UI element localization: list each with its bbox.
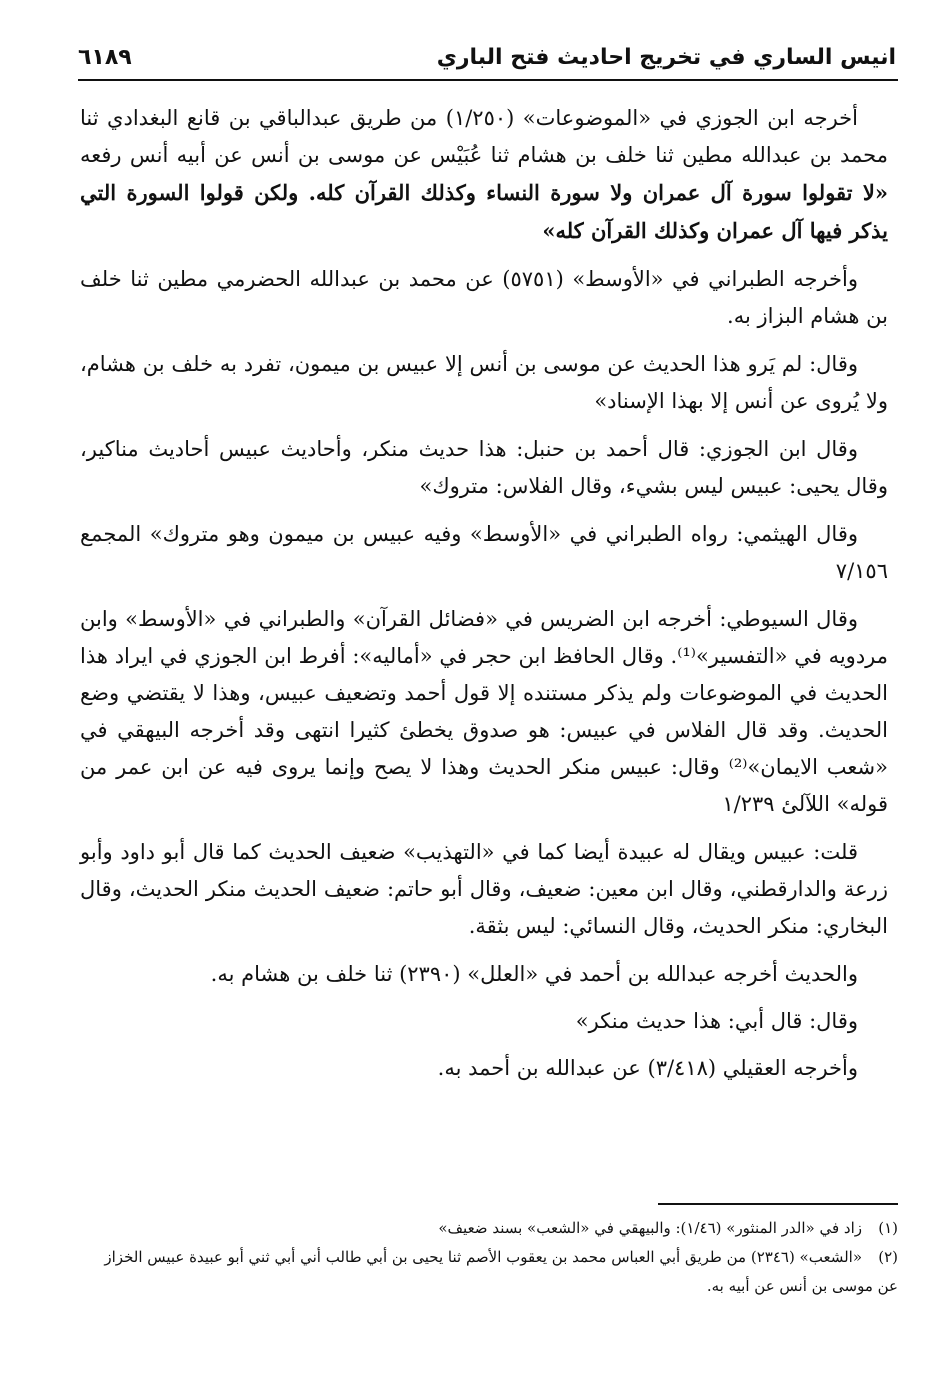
line-ilal: والحديث أخرجه عبدالله بن أحمد في «العلل» (٢٣٩٠) ثنا خلف بن هشام به.	[210, 962, 858, 986]
line-uqayli: وأخرجه العقيلي (٣/٤١٨) عن عبدالله بن أحمد به.	[437, 1056, 858, 1080]
paragraph-ibn-jawzi-takhrij	[80, 100, 888, 250]
hadith-matn: «لا تقولوا سورة آل عمران ولا سورة النساء وكذلك القرآن كله. ولكن قولوا السورة التي يذكر فيها آل عمران وكذلك القرآن كله»	[80, 180, 888, 243]
footnote-text: «الشعب» (٢٣٤٦) من طريق أبي العباس محمد بن يعقوب الأصم ثنا يحيى بن أبي طالب أني أبي ثني أبو عبيدة عبيس الخزاز عن موسى بن أنس عن أبيه به.	[104, 1248, 898, 1295]
paragraph-text: وقال الهيثمي: رواه الطبراني في «الأوسط» وفيه عبيس بن ميمون وهو متروك» المجمع ٧/١٥٦	[80, 522, 888, 583]
header-rule	[78, 79, 898, 81]
paragraph-text: وقال ابن الجوزي: قال أحمد بن حنبل: هذا حديث منكر، وأحاديث عبيس أحاديث مناكير، وقال يحيى: عبيس ليس بشيء، وقال الفلاس: متروك»	[80, 437, 888, 498]
paragraph-ibn-jawzi-comment	[80, 431, 888, 505]
paragraph-text: أخرجه ابن الجوزي في «الموضوعات» (١/٢٥٠) من طريق عبدالباقي بن قانع البغدادي ثنا محمد بن عبدالله مطين ثنا خلف بن هشام ثنا عُبَيْس عن موسى بن أنس عن أبيه أنس رفعه	[80, 106, 888, 167]
paragraph-tabarani-comment	[80, 346, 888, 420]
book-title: انيس الساري في تخريج احاديث فتح الباري	[436, 45, 896, 70]
paragraph-haythami	[80, 516, 888, 590]
footnote-rule	[658, 1203, 898, 1205]
footnote-text: زاد في «الدر المنثور» (١/٤٦): والبيهقي في «الشعب» بسند ضعيف»	[438, 1219, 862, 1237]
paragraph-text: وقال: لم يَرو هذا الحديث عن موسى بن أنس إلا عبيس بن ميمون، تفرد به خلف بن هشام، ولا يُروى عن أنس إلا بهذا الإسناد»	[80, 352, 888, 413]
paragraph-text: وأخرجه الطبراني في «الأوسط» (٥٧٥١) عن محمد بن عبدالله الحضرمي مطين ثنا خلف بن هشام البزاز به.	[80, 267, 888, 328]
paragraph-tabarani	[80, 261, 888, 335]
footnote-number: (١)	[878, 1219, 898, 1237]
paragraph-author-note	[80, 834, 888, 945]
footnote-1	[80, 1214, 898, 1243]
footnote-number: (٢)	[878, 1248, 898, 1266]
paragraph-text: وقال السيوطي: أخرجه ابن الضريس في «فضائل القرآن» والطبراني في «الأوسط» وابن مردويه في «التفسير»⁽¹⁾. وقال الحافظ ابن حجر في «أماليه»: أفرط ابن الجوزي في ايراد هذا الحديث في الموضوعات ولم يذكر مستنده إلا قول أحمد وتضعيف عبيس، وهذا لا يقتضي وضع الحديث. وقد قال الفلاس في عبيس: هو صدوق يخطئ كثيرا انتهى وقد أخرجه البيهقي في «شعب الايمان»⁽²⁾ وقال: عبيس منكر الحديث وهذا لا يصح وإنما يروى فيه عن ابن عمر من قوله» اللآلئ ١/٢٣٩	[80, 607, 889, 816]
main-text	[80, 100, 888, 1097]
footnote-2	[80, 1243, 898, 1301]
line-abi-quote: وقال: قال أبي: هذا حديث منكر»	[575, 1009, 858, 1033]
footnotes	[80, 1214, 898, 1301]
running-header	[78, 40, 896, 74]
paragraph-text: قلت: عبيس ويقال له عبيدة أيضا كما في «التهذيب» ضعيف الحديث كما قال أبو داود وأبو زرعة والدارقطني، وقال ابن معين: ضعيف، وقال أبو حاتم: ضعيف الحديث منكر الحديث، وقال البخاري: منكر الحديث، وقال النسائي: ليس بثقة.	[80, 840, 888, 938]
paragraph-suyuti	[80, 601, 888, 823]
page-number: ٦١٨٩	[78, 45, 132, 70]
